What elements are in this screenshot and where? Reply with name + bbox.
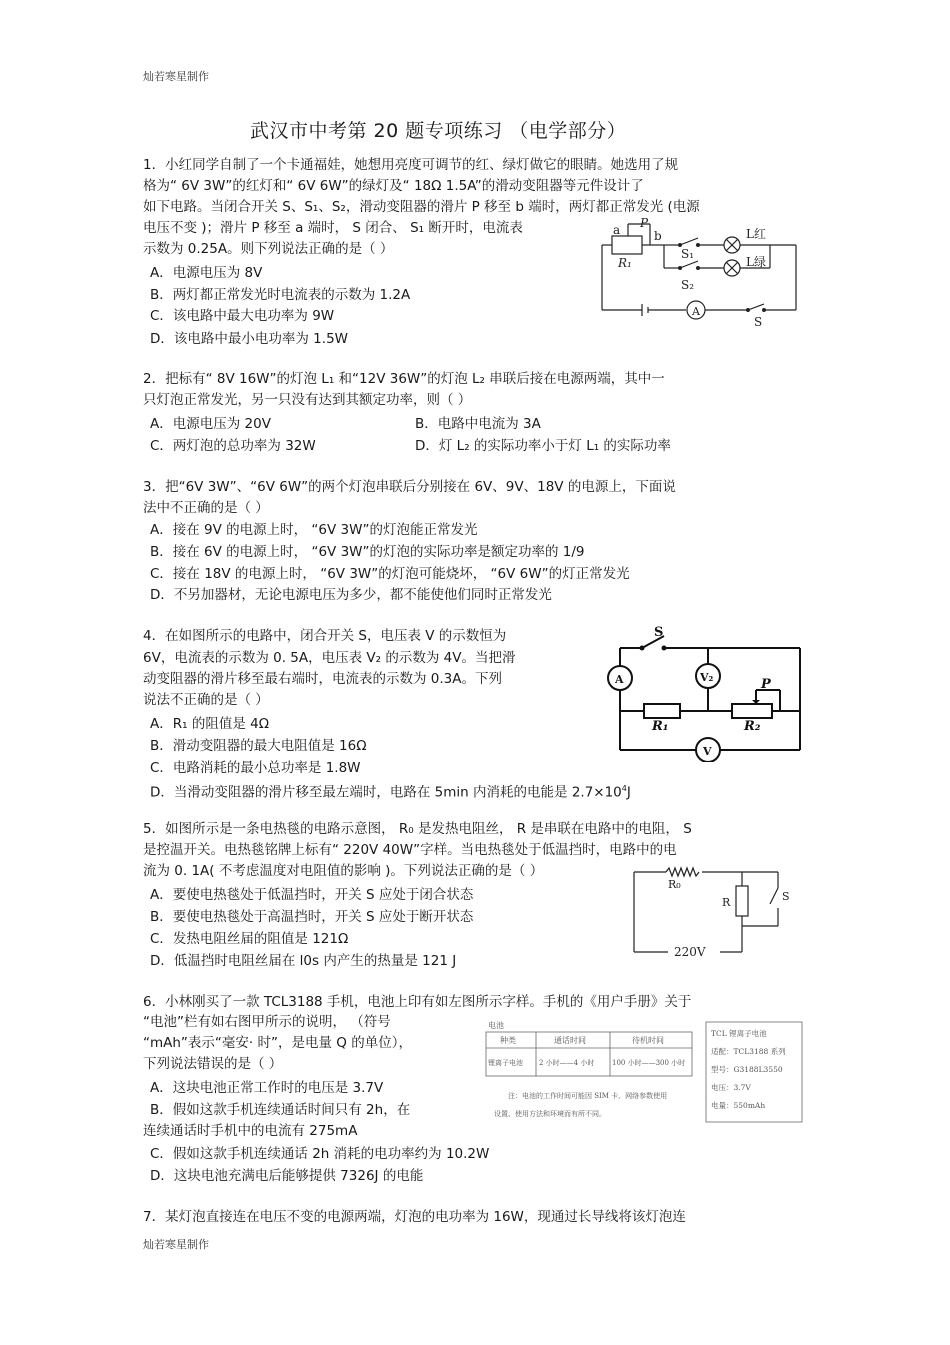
q1-fig-label-b: b bbox=[654, 229, 662, 243]
q6-label-line-5: 电量：550mAh bbox=[711, 1101, 766, 1110]
q1-fig-label-ammeter: A bbox=[692, 305, 700, 318]
q1-option-d: D．该电路中最小电功率为 1.5W bbox=[150, 331, 349, 347]
q5-option-d: D．低温挡时电阻丝届在 l0s 内产生的热量是 121 J bbox=[150, 953, 457, 969]
q6-line-2: “电池”栏有如右图甲所示的说明， （符号 bbox=[143, 1014, 391, 1030]
q1-line-3: 如下电路。当闭合开关 S、S₁、S₂，滑动变阻器的滑片 P 移至 b 端时，两灯都正常发光 (电源 bbox=[143, 199, 700, 215]
q6-option-b-line-1: B．假如这款手机连续通话时间只有 2h，在 bbox=[150, 1102, 411, 1118]
q4-option-d bbox=[150, 780, 631, 802]
q5-line-2: 是控温开关。电热毯铭牌上标有“ 220V 40W”字样。当电热毯处于低温挡时，电路中的电 bbox=[143, 842, 677, 858]
q6-table-header-talk: 通话时间 bbox=[554, 1036, 586, 1045]
q6-option-a: A．这块电池正常工作时的电压是 3.7V bbox=[150, 1080, 384, 1096]
q3-option-b: B．接在 6V 的电源上时， “6V 3W”的灯泡的实际功率是额定功率的 1/9 bbox=[150, 544, 585, 560]
q4-line-2: 6V，电流表的示数为 0. 5A，电压表 V₂ 的示数为 4V。当把滑 bbox=[143, 650, 516, 666]
q3-option-a: A．接在 9V 的电源上时， “6V 3W”的灯泡能正常发光 bbox=[150, 522, 478, 538]
q5-fig-label-voltage: 220V bbox=[674, 945, 706, 959]
q1-option-a: A．电源电压为 8V bbox=[150, 265, 263, 281]
q1-line-1: 1．小红同学自制了一个卡通福娃，她想用亮度可调节的红、绿灯做它的眼睛。她选用了规 bbox=[143, 157, 679, 173]
q5-line-3: 流为 0. 1A( 不考虑温度对电阻值的影响 )。下列说法正确的是（ ） bbox=[143, 863, 544, 879]
q4-option-d-exponent: 4 bbox=[621, 784, 627, 793]
q4-fig-label-v: V bbox=[703, 745, 712, 758]
q1-line-2: 格为“ 6V 3W”的红灯和“ 6V 6W”的绿灯及“ 18Ω 1.5A”的滑动变阻器等元件设计了 bbox=[143, 178, 644, 194]
q6-line-4: 下列说法错误的是（ ） bbox=[143, 1056, 283, 1072]
q1-option-b: B．两灯都正常发光时电流表的示数为 1.2A bbox=[150, 287, 411, 303]
q4-fig-label-v2: V₂ bbox=[700, 671, 714, 684]
q6-table-cell-talk: 2 小时——4 小时 bbox=[539, 1059, 595, 1067]
q6-table-header-type: 种类 bbox=[500, 1036, 516, 1045]
q4-fig-label-r2: R₂ bbox=[744, 719, 761, 734]
q6-label-line-2: 适配：TCL3188 系列 bbox=[711, 1047, 786, 1056]
q1-fig-label-lgreen: L绿 bbox=[746, 255, 766, 269]
q6-table-header-standby: 待机时间 bbox=[632, 1036, 664, 1045]
q6-battery-manual-table bbox=[484, 1016, 696, 1128]
q2-option-c: C．两灯泡的总功率为 32W bbox=[150, 438, 316, 454]
q2-option-d: D．灯 L₂ 的实际功率小于灯 L₁ 的实际功率 bbox=[415, 438, 671, 454]
q6-line-1: 6．小林刚买了一款 TCL3188 手机，电池上印有如左图所示字样。手机的《用户手册》关于 bbox=[143, 994, 692, 1010]
q4-fig-label-p: P bbox=[761, 677, 771, 692]
q1-fig-label-s: S bbox=[754, 315, 763, 328]
q6-table-note-2: 设置、使用方法和环境而有所不同。 bbox=[494, 1110, 606, 1118]
q3-line-1: 3．把“6V 3W”、“6V 6W”的两个灯泡串联后分别接在 6V、9V、18V 的电源上，下面说 bbox=[143, 479, 676, 495]
q6-table-caption: 电池 bbox=[488, 1021, 504, 1030]
q5-fig-label-s: S bbox=[782, 890, 790, 903]
q7-line-1: 7．某灯泡直接连在电压不变的电源两端，灯泡的电功率为 16W，现通过长导线将该灯泡连 bbox=[143, 1209, 686, 1225]
q6-table-cell-standby: 100 小时——300 小时 bbox=[612, 1059, 686, 1067]
q4-option-c: C．电路消耗的最小总功率是 1.8W bbox=[150, 760, 361, 776]
q1-option-c: C．该电路中最大电功率为 9W bbox=[150, 308, 335, 324]
q1-line-5: 示数为 0.25A。则下列说法正确的是（ ） bbox=[143, 241, 394, 257]
q1-fig-label-s1: S₁ bbox=[681, 247, 695, 261]
q3-line-2: 法中不正确的是（ ） bbox=[143, 500, 269, 516]
q5-option-a: A．要使电热毯处于低温挡时，开关 S 应处于闭合状态 bbox=[150, 887, 474, 903]
q2-option-a: A．电源电压为 20V bbox=[150, 416, 271, 432]
page-header: 灿若寒星制作 bbox=[143, 70, 209, 83]
q6-label-line-1: TCL 锂离子电池 bbox=[711, 1029, 767, 1038]
q6-table-cell-type: 锂离子电池 bbox=[488, 1059, 523, 1067]
q6-option-d: D．这块电池充满电后能够提供 7326J 的电能 bbox=[150, 1168, 424, 1184]
q1-fig-label-s2: S₂ bbox=[681, 278, 695, 292]
q4-fig-label-ammeter: A bbox=[615, 673, 624, 686]
q3-option-c: C．接在 18V 的电源上时， “6V 3W”的灯泡可能烧坏， “6V 6W”的灯正常发光 bbox=[150, 566, 630, 582]
q5-line-1: 5．如图所示是一条电热毯的电路示意图， R₀ 是发热电阻丝， R 是串联在电路中的电阻， S bbox=[143, 821, 692, 837]
q6-line-3: “mAh”表示“毫安· 时”，是电量 Q 的单位）， bbox=[143, 1035, 412, 1051]
q6-option-c: C．假如这款手机连续通话 2h 消耗的电功率约为 10.2W bbox=[150, 1146, 490, 1162]
q6-battery-label bbox=[704, 1020, 806, 1126]
q4-option-a: A．R₁ 的阻值是 4Ω bbox=[150, 716, 270, 732]
q5-option-b: B．要使电热毯处于高温挡时，开关 S 应处于断开状态 bbox=[150, 909, 474, 925]
q1-fig-label-lred: L红 bbox=[746, 227, 766, 241]
q4-option-b: B．滑动变阻器的最大电阻值是 16Ω bbox=[150, 738, 367, 754]
q4-fig-label-s: S bbox=[654, 625, 664, 640]
q4-option-d-unit: J bbox=[626, 784, 631, 801]
q1-fig-label-r1: R₁ bbox=[618, 256, 632, 270]
q4-fig-label-r1: R₁ bbox=[652, 719, 669, 734]
q4-line-4: 说法不正确的是（ ） bbox=[143, 692, 269, 708]
q4-line-3: 动变阻器的滑片移至最右端时，电流表的示数为 0.3A。下列 bbox=[143, 671, 502, 687]
q4-option-d-text: D．当滑动变阻器的滑片移至最左端时，电路在 5min 内消耗的电能是 2.7×10 bbox=[150, 784, 622, 801]
q5-fig-label-r: R bbox=[722, 896, 731, 909]
q1-fig-label-a: a bbox=[613, 223, 621, 237]
q6-option-b-line-2: 连续通话时手机中的电流有 275mA bbox=[143, 1123, 358, 1139]
q6-label-line-3: 型号：G3188L3550 bbox=[711, 1065, 783, 1074]
q1-fig-label-p: P bbox=[640, 216, 649, 230]
q3-option-d: D．不另加器材，无论电源电压为多少，都不能使他们同时正常发光 bbox=[150, 587, 552, 603]
q2-line-2: 只灯泡正常发光，另一只没有达到其额定功率，则（ ） bbox=[143, 392, 472, 408]
q2-line-1: 2．把标有“ 8V 16W”的灯泡 L₁ 和“12V 36W”的灯泡 L₂ 串联后接在电源两端，其中一 bbox=[143, 371, 665, 387]
q1-line-4: 电压不变 )；滑片 P 移至 a 端时， S 闭合、 S₁ 断开时，电流表 bbox=[143, 220, 523, 236]
page-footer: 灿若寒星制作 bbox=[143, 1238, 209, 1251]
q4-circuit-diagram bbox=[604, 624, 806, 762]
q2-option-b: B．电路中电流为 3A bbox=[415, 416, 541, 432]
q5-option-c: C．发热电阻丝届的阻值是 121Ω bbox=[150, 931, 349, 947]
q6-label-line-4: 电压：3.7V bbox=[711, 1083, 751, 1092]
q5-fig-label-r0: R₀ bbox=[668, 878, 681, 891]
q1-circuit-diagram bbox=[598, 216, 802, 328]
q5-circuit-diagram bbox=[628, 862, 800, 960]
q4-line-1: 4．在如图所示的电路中，闭合开关 S，电压表 V 的示数恒为 bbox=[143, 628, 507, 644]
q6-table-note-1: 注：电池的工作时间可能因 SIM 卡、网络参数使用 bbox=[508, 1092, 668, 1100]
page-title: 武汉市中考第 20 题专项练习 （电学部分） bbox=[250, 120, 627, 142]
